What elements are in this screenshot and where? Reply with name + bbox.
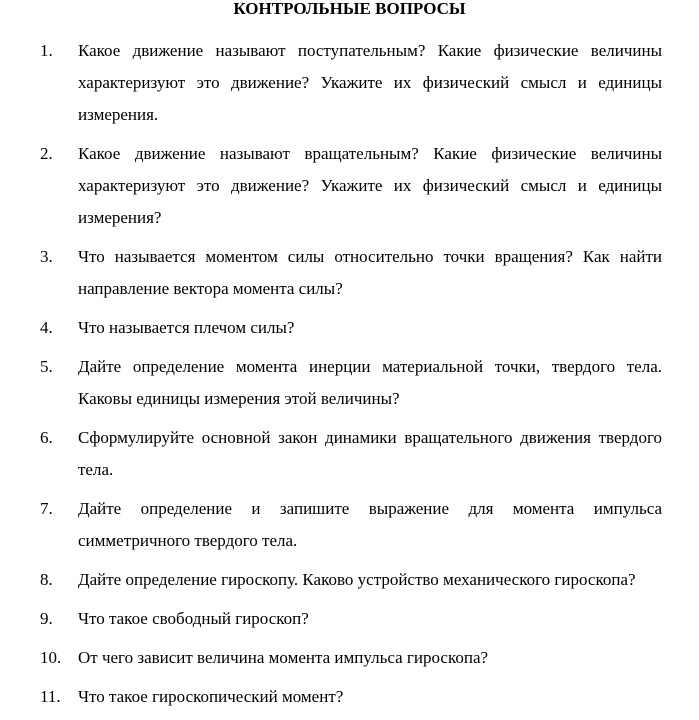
question-text: Какое движение называют вращательным? Какие физические величины характеризуют это движение? Укажите их физический смысл и единицы измерения?: [78, 144, 662, 227]
question-number: 5.: [40, 357, 53, 376]
question-text: Что такое гироскопический момент?: [78, 687, 344, 706]
question-number: 8.: [40, 570, 53, 589]
question-number: 1.: [40, 41, 53, 60]
question-text: Какое движение называют поступательным? Какие физические величины характеризуют это движение? Укажите их физический смысл и единицы измерения.: [78, 41, 662, 124]
question-number: 9.: [40, 609, 53, 628]
question-number: 6.: [40, 428, 53, 447]
question-item-2: [0, 138, 699, 234]
question-item-10: [0, 642, 699, 674]
question-text: Дайте определение момента инерции материальной точки, твердого тела. Каковы единицы измерения этой величины?: [78, 357, 662, 408]
question-item-8: [0, 564, 699, 596]
question-number: 3.: [40, 247, 53, 266]
question-item-3: [0, 241, 699, 305]
question-text: Дайте определение гироскопу. Каково устройство механического гироскопа?: [78, 570, 636, 589]
question-item-4: [0, 312, 699, 344]
question-text: От чего зависит величина момента импульса гироскопа?: [78, 648, 489, 667]
question-item-5: [0, 351, 699, 415]
question-number: 10.: [40, 648, 62, 667]
question-item-11: [0, 681, 699, 713]
question-item-9: [0, 603, 699, 635]
question-item-1: [0, 35, 699, 131]
question-list: [0, 35, 699, 720]
question-number: 7.: [40, 499, 53, 518]
question-number: 11.: [40, 687, 61, 706]
question-text: Дайте определение и запишите выражение для момента импульса симметричного твердого тела.: [78, 499, 662, 550]
question-item-6: [0, 422, 699, 486]
page-title: КОНТРОЛЬНЫЕ ВОПРОСЫ: [233, 0, 466, 18]
question-text: Сформулируйте основной закон динамики вращательного движения твердого тела.: [78, 428, 662, 479]
question-item-7: [0, 493, 699, 557]
question-number: 4.: [40, 318, 53, 337]
question-number: 2.: [40, 144, 53, 163]
question-text: Что такое свободный гироскоп?: [78, 609, 309, 628]
question-text: Что называется плечом силы?: [78, 318, 295, 337]
question-text: Что называется моментом силы относительно точки вращения? Как найти направление вектора момента силы?: [78, 247, 662, 298]
